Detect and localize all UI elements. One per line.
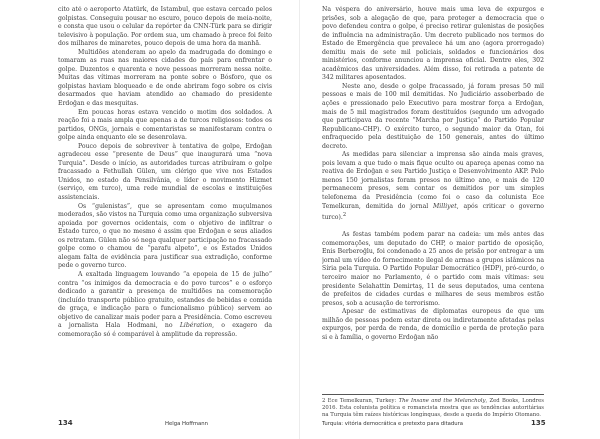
running-head-right: Turquia: vitória democrática e pretexto para ditadura: [322, 420, 464, 427]
footnote: [322, 394, 544, 420]
left-paragraph: Em poucas horas estava vencido o motim dos soldados. A reação foi a mais ampla que apenas a de turcos religiosos: todos os partidos, ONGs, jornais e comentaristas se manifestaram contra o golpe ainda enquanto ele se desenrolava.: [58, 108, 272, 142]
right-page-body: [322, 6, 544, 381]
page-number-left: 134: [58, 419, 73, 427]
left-paragraph: A exaltada linguagem louvando “a epopeia de 15 de julho” contra “os inimigos da democracia e do povo turcos” e o esforço dedicado a garantir a presença de multidões na comemoração (incluído transporte público gratuito, estandes de bebidas e comida de graça, e indicação para o funcionalismo público) servem ao objetivo de canalizar mais poder para a Presidência. Como escreveu a jornalista Hala Hodmani, no Libération, o exagero da comemoração só é comparável à amplitude da repressão.: [58, 270, 272, 338]
left-page-body: [58, 6, 272, 412]
right-paragraph: Apesar de estimativas de diplomatas europeus de que um milhão de pessoas podem estar direta ou indiretamente afetadas pelas expurgos, por perda de renda, de domicílio e perda de proteção para si e à família, o governo Erdoğan não: [322, 308, 544, 341]
right-paragraph: Neste ano, desde o golpe fracassado, já foram presas 50 mil pessoas e mais de 100 mil demitidas. No Judiciário assoberbado de ações e pressionado pelo Executivo para mostrar força a Erdoğan, mais de 5 mil magistrados foram destituídos (segundo um advogado que participava da recente “Marcha por Justiça” do Partido Popular Republicano-CHP). O exército turco, o segundo maior da Otan, foi enfraquecido pela destituição de 150 generais, antes do último decreto.: [322, 82, 544, 150]
left-paragraph: Multidões atenderam ao apelo da madrugada do domingo e tomaram as ruas nas maiores cidades do país para enfrentar o golpe. Duzentos e quarenta e nove pessoas morreram nessa noite. Muitas das vítimas morreram na ponte sobre o Bósforo, que os golpistas haviam bloqueado e de onde abriram fogo sobre os civis desarmados que haviam atendido ao chamado do presidente Erdoğan e das mesquitas.: [58, 48, 272, 108]
right-paragraph: As festas também podem parar na cadeia: um mês antes das comemorações, um deputado do CHP, o maior partido de oposição, Enis Berberoğlu, foi condenado a 25 anos de prisão por entregar a um jornal um vídeo do fornecimento ilegal de armas a grupos islâmicos na Síria pela Turquia. O Partido Popular Democrático (HDP), pró-curdo, o terceiro maior no Parlamento, é o partido com mais vítimas: seu presidente Selahattin Demirtaş, 11 de seus deputados, uma centena de prefeitos de cidades curdas e milhares de seus membros estão presos, sob a acusação de terrorismo.: [322, 231, 544, 307]
left-paragraph: Os “gulenistas”, que se apresentam como muçulmanos moderados, são vistos na Turquia como uma organização subversiva apoiada por governos ocidentais, com o objetivo de infiltrar o Estado turco, o que no mesmo é assim que Erdoğan e seus aliados os retratam. Gülen não só nega qualquer participação no fracassado golpe como o chamou de “parafu alpeto”, e os Estados Unidos alegam falta de evidência para justificar sua extradição, conforme pede o governo turco.: [58, 202, 272, 270]
left-paragraph: cito até o aeroporto Atatürk, de Istambul, que estava cercado pelos golpistas. Conseguiu pousar no escuro, pouco depois de meia-noite, e consta que usou o celular da repórter da CNN-Türk para se dirigir televisivo à população. Por ordem sua, um chamado à prece foi feito dos milhares de minaretes, pouco depois de uma hora da manhã.: [58, 6, 272, 48]
right-paragraph: Na véspera do aniversário, houve mais uma leva de expurgos e prisões, sob a alegação de que, para proteger a democracia que o povo defendeu contra o golpe, é preciso retirar gulenistas de posições de influência na administração. Um decreto publicado nos termos do Estado de Emergência que prevalece há um ano (agora prorrogado) demitiu mais de sete mil policiais, soldados e funcionários dos ministérios, conforme anunciou a imprensa oficial. Dentre eles, 302 acadêmicos das universidades. Além disso, foi retirada a patente de 342 militares aposentados.: [322, 6, 544, 82]
right-paragraph: As medidas para silenciar a imprensa são ainda mais graves, pois levam a que tudo o mais fique oculto ou apareça apenas como na reativa de Erdoğan e seu Partido Justiça e Desenvolvimento AKP. Pelo menos 150 jornalistas foram presos no último ano, e mais de 120 permanecem presos, sem contar os demitidos por um simples telefonema da Presidência (como foi o caso da colunista Ece Temelkuran, demitida do jornal Milliyet, após criticar o governo turco).$^2$: [322, 151, 544, 222]
left-paragraph: Pouco depois de sobreviver à tentativa de golpe, Erdoğan agradeceu esse “presente de Deus” que inaugurará uma “nova Turquia”. Desde o início, as autoridades turcas atribuíram o golpe fracassado a Fethullah Gülen, um clérigo que vive nos Estados Unidos, no estado da Pensilvânia, e líder o movimento Hizmet (serviço, em turco), uma rede mundial de escolas e instituições assistenciais.: [58, 142, 272, 202]
footnote-text: 2 Ece Temelkuran, Turkey: The Insane and the Melancholy, Zed Books, Londres 2016. Esta colunista política e romancista mostra que as tendências autoritárias na Turquia têm raízes históricas longínquas, desde a queda do Império Otomano.: [322, 398, 545, 419]
running-head-left: Helga Hoffmann: [165, 420, 208, 427]
right-page: [300, 0, 600, 439]
page-number-right: 135: [531, 419, 546, 427]
